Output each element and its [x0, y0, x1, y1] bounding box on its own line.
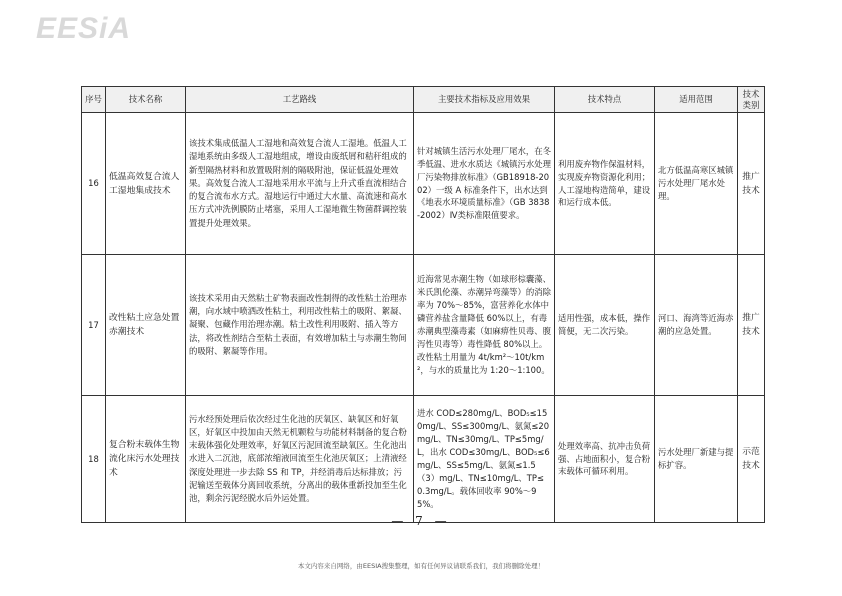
process-route: 污水经预处理后依次经过生化池的厌氧区、缺氧区和好氧区，好氧区中投加由天然无机颗粒与功能材料制备的复合粉末载体强化处理效率，好氧区污泥回流至缺氧区。生化池出水进入二沉池，底部浓缩液回流至生化池厌氧区；上清液经深度处理进一步去除 SS 和 TP，并经消毒后达标排放；污泥输送至载体分离回收系统，分离出的载体重新投加至生化池，剩余污泥经脱水后外运处置。: [186, 396, 414, 523]
footer-disclaimer: 本文内容来自网络，由EESIA搜集整理，如有任何异议请联系我们，我们将删除处理！: [297, 562, 545, 570]
application-scope: 污水处理厂新建与提标扩容。: [655, 396, 738, 523]
row-number: 18: [82, 396, 106, 523]
tech-features: 适用性强，成本低，操作简便，无二次污染。: [555, 255, 655, 396]
application-scope: 北方低温高寒区城镇污水处理厂尾水处理。: [655, 113, 738, 255]
header-feature: 技术特点: [555, 87, 655, 113]
header-route: 工艺路线: [186, 87, 414, 113]
process-route: 该技术采用由天然粘土矿物表面改性制得的改性粘土治理赤潮，向水域中喷洒改性粘土，利用改性粘土的吸附、絮凝、凝聚、包藏作用治理赤潮。粘土改性利用吸附、插入等方法，将改性剂结合至粘土表面，有效增加粘土与赤潮生物间的吸附、絮凝等作用。: [186, 255, 414, 396]
row-number: 16: [82, 113, 106, 255]
table-row: [82, 255, 765, 396]
header-category: 技术类别: [738, 87, 765, 113]
tech-name: 复合粉末载体生物流化床污水处理技术: [106, 396, 186, 523]
header-scope: 适用范围: [655, 87, 738, 113]
header-no: 序号: [82, 87, 106, 113]
row-number: 17: [82, 255, 106, 396]
main-indicators: 进水 COD≤280mg/L、BOD₅≤150mg/L、SS≤300mg/L、氨氮≤20mg/L、TN≤30mg/L、TP≤5mg/L，出水 COD≤30mg/L、BOD₅≤6mg/L、SS≤5mg/L、氨氮≤1.5（3）mg/L、TN≤10mg/L、TP≤0.3mg/L。载体回收率 90%～95%。: [414, 396, 555, 523]
table-row: [82, 396, 765, 523]
page-number: — 7 —: [391, 514, 451, 528]
eesia-logo: EESiA: [36, 12, 132, 45]
header-name: 技术名称: [106, 87, 186, 113]
main-indicators: 针对城镇生活污水处理厂尾水，在冬季低温、进水水质达《城镇污水处理厂污染物排放标准》（GB18918-2002）一级 A 标准条件下，出水达到《地表水环境质量标准》（GB 3838-2002）Ⅳ类标准限值要求。: [414, 113, 555, 255]
tech-category: 示范技术: [738, 396, 765, 523]
tech-category: 推广技术: [738, 113, 765, 255]
process-route: 该技术集成低温人工湿地和高效复合流人工湿地。低温人工湿地系统由多级人工湿地组成，增设由废纸屑和秸秆组成的新型隔热材料和放置吸附剂的隔吸附池，保证低温处理效果。高效复合流人工湿地采用水平流与上升式垂直流相结合的复合流布水方式。湿地运行中通过大水量、高流速和高水压方式冲洗例膜防止堵塞，采用人工湿地微生物菌群调控装置提升处理效果。: [186, 113, 414, 255]
tech-name: 低温高效复合流人工湿地集成技术: [106, 113, 186, 255]
technology-table: [81, 86, 765, 523]
tech-features: 利用废弃物作保温材料，实现废弃物资源化利用；人工湿地构造简单，建设和运行成本低。: [555, 113, 655, 255]
main-indicators: 近海常见赤潮生物（如球形棕囊藻、米氏凯伦藻、赤潮异弯藻等）的消除率为 70%～85%，富营养化水体中磷营养盐含量降低 60%以上，有毒赤潮典型藻毒素（如麻痹性贝毒、腹泻性贝毒等）毒性降低 80%以上。改性粘土用量为 4t/km²～10t/km²，与水的质量比为 1:20～1:100。: [414, 255, 555, 396]
tech-name: 改性粘土应急处置赤潮技术: [106, 255, 186, 396]
table-header-row: [82, 87, 765, 113]
header-indicator: 主要技术指标及应用效果: [414, 87, 555, 113]
table-row: [82, 113, 765, 255]
tech-category: 推广技术: [738, 255, 765, 396]
application-scope: 河口、海湾等近海赤潮的应急处置。: [655, 255, 738, 396]
tech-features: 处理效率高、抗冲击负荷强、占地面积小，复合粉末载体可循环利用。: [555, 396, 655, 523]
